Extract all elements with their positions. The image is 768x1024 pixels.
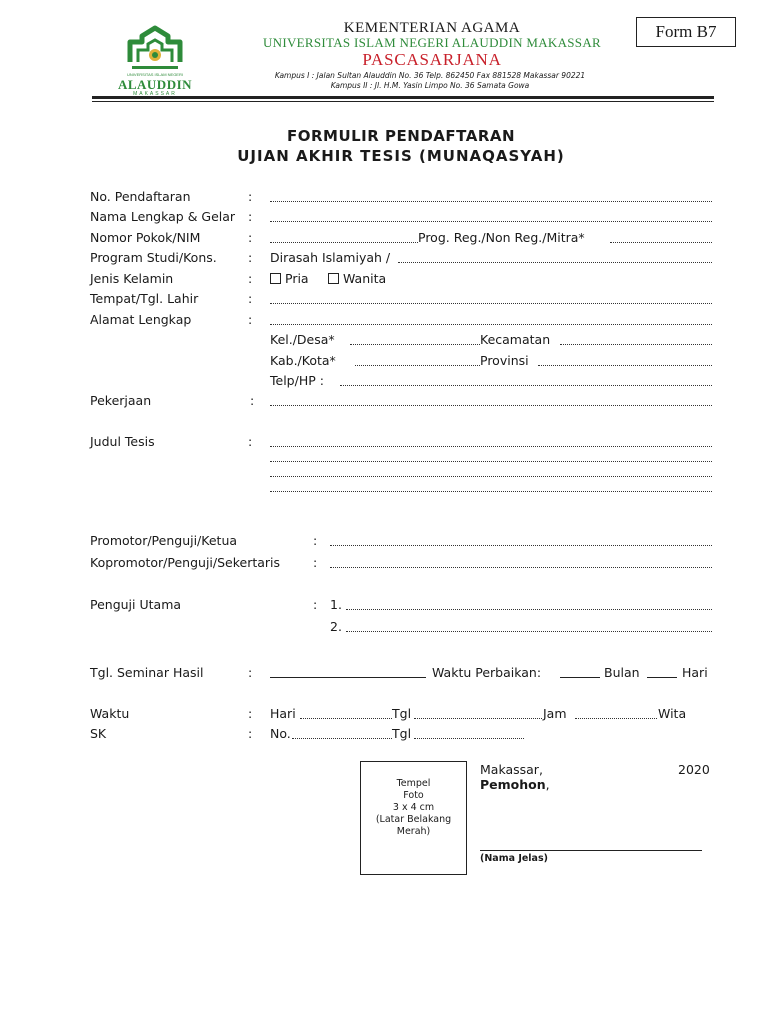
option-pria[interactable] — [270, 271, 309, 286]
colon: : — [248, 665, 253, 680]
option-wanita[interactable] — [328, 271, 386, 286]
label-bulan: Bulan — [604, 665, 640, 680]
label-tgl-seminar: Tgl. Seminar Hasil — [90, 665, 204, 680]
field-hari[interactable] — [647, 677, 677, 678]
colon: : — [250, 393, 255, 408]
label-kopromotor: Kopromotor/Penguji/Sekertaris — [90, 555, 281, 570]
colon: : — [248, 230, 253, 245]
field-no-pendaftaran[interactable] — [270, 201, 712, 202]
campus1-address: Kampus I : Jalan Sultan Alauddin No. 36 Telp. 862450 Fax 881528 Makassar 90221 — [274, 71, 586, 80]
penguji-num1: 1. — [330, 597, 342, 612]
colon: : — [248, 209, 253, 224]
field-bulan[interactable] — [560, 677, 600, 678]
colon: : — [248, 726, 253, 741]
field-waktu-hari[interactable] — [300, 718, 392, 719]
field-pekerjaan[interactable] — [270, 405, 712, 406]
form-title-line2: UJIAN AKHIR TESIS (MUNAQASYAH) — [237, 147, 565, 165]
colon: : — [248, 706, 253, 721]
label-kab-kota: Kab./Kota* — [270, 353, 336, 368]
logo-subtext: MAKASSAR — [133, 91, 177, 97]
pemohon-comma: , — [545, 777, 550, 792]
label-nama: Nama Lengkap & Gelar — [90, 209, 236, 224]
option-wanita-label: Wanita — [343, 271, 387, 286]
label-pekerjaan: Pekerjaan — [90, 393, 152, 408]
colon: : — [313, 533, 318, 548]
label-hari2: Hari — [270, 706, 296, 721]
field-waktu-tgl[interactable] — [414, 718, 542, 719]
faculty-name: PASCASARJANA — [362, 50, 502, 69]
value-dirasah: Dirasah Islamiyah / — [270, 250, 391, 265]
signature-city: Makassar, — [480, 762, 543, 777]
label-nim: Nomor Pokok/NIM — [90, 230, 201, 245]
logo-small-text: UNIVERSITAS ISLAM NEGERI — [127, 72, 183, 77]
label-waktu-perbaikan: Waktu Perbaikan: — [432, 665, 542, 680]
header-divider — [92, 96, 714, 99]
label-tgl: Tgl — [392, 706, 412, 721]
field-sk-no[interactable] — [292, 738, 392, 739]
label-no: No. — [270, 726, 291, 741]
field-judul-line2[interactable] — [270, 461, 712, 462]
colon: : — [248, 250, 253, 265]
field-provinsi[interactable] — [538, 365, 712, 366]
label-no-pendaftaran: No. Pendaftaran — [90, 189, 191, 204]
signature-pemohon — [480, 777, 550, 792]
field-judul-line1[interactable] — [270, 446, 712, 447]
label-prog-reg: Prog. Reg./Non Reg./Mitra* — [418, 230, 585, 245]
field-promotor[interactable] — [330, 545, 712, 546]
label-program-studi: Program Studi/Kons. — [90, 250, 217, 265]
penguji-num2: 2. — [330, 619, 342, 634]
field-nama[interactable] — [270, 221, 712, 222]
colon: : — [248, 189, 253, 204]
photo-line5: Merah) — [396, 826, 431, 837]
field-telp[interactable] — [340, 385, 712, 386]
signature-nama-jelas: (Nama Jelas) — [480, 853, 548, 864]
label-jam: Jam — [543, 706, 567, 721]
label-jenis-kelamin: Jenis Kelamin — [90, 271, 174, 286]
colon: : — [313, 597, 318, 612]
field-nim[interactable] — [270, 242, 418, 243]
field-tgl-seminar[interactable] — [270, 677, 426, 678]
label-penguji-utama: Penguji Utama — [90, 597, 182, 612]
form-code-badge: Form B7 — [636, 17, 736, 47]
field-konsentrasi[interactable] — [398, 262, 712, 263]
photo-box — [360, 761, 467, 875]
photo-line3: 3 x 4 cm — [392, 802, 435, 813]
checkbox-wanita[interactable] — [328, 273, 339, 284]
field-judul-line4[interactable] — [270, 491, 712, 492]
label-alamat: Alamat Lengkap — [90, 312, 192, 327]
colon: : — [248, 312, 253, 327]
label-promotor: Promotor/Penguji/Ketua — [90, 533, 238, 548]
field-prog-reg[interactable] — [610, 242, 712, 243]
signature-line[interactable] — [480, 850, 702, 851]
field-kab-kota[interactable] — [355, 365, 480, 366]
label-tgl2: Tgl — [392, 726, 412, 741]
field-alamat[interactable] — [270, 324, 712, 325]
campus2-address: Kampus II : Jl. H.M. Yasin Limpo No. 36 Samata Gowa — [330, 81, 530, 90]
ministry-name: KEMENTERIAN AGAMA — [343, 20, 521, 36]
field-tempat-lahir[interactable] — [270, 303, 712, 304]
university-logo — [112, 22, 198, 98]
checkbox-pria[interactable] — [270, 273, 281, 284]
header-divider-thin — [92, 101, 714, 102]
field-waktu-jam[interactable] — [575, 718, 657, 719]
field-judul-line3[interactable] — [270, 476, 712, 477]
label-waktu: Waktu — [90, 706, 130, 721]
pemohon-label: Pemohon — [480, 777, 546, 792]
label-hari: Hari — [682, 665, 708, 680]
label-kel-desa: Kel./Desa* — [270, 332, 335, 347]
colon: : — [248, 434, 253, 449]
label-provinsi: Provinsi — [480, 353, 529, 368]
logo-text: ALAUDDIN — [117, 77, 193, 92]
field-kecamatan[interactable] — [560, 344, 712, 345]
field-kel-desa[interactable] — [350, 344, 480, 345]
colon: : — [248, 271, 253, 286]
label-kecamatan: Kecamatan — [480, 332, 551, 347]
field-sk-tgl[interactable] — [414, 738, 524, 739]
label-wita: Wita — [658, 706, 687, 721]
photo-line1: Tempel — [396, 778, 431, 789]
field-penguji-1[interactable] — [346, 609, 712, 610]
colon: : — [313, 555, 318, 570]
photo-line2: Foto — [403, 790, 424, 801]
photo-line4: (Latar Belakang — [375, 814, 452, 825]
colon: : — [248, 291, 253, 306]
option-pria-label: Pria — [285, 271, 309, 286]
field-kopromotor[interactable] — [330, 567, 712, 568]
label-sk: SK — [90, 726, 107, 741]
field-penguji-2[interactable] — [346, 631, 712, 632]
form-title-line1: FORMULIR PENDAFTARAN — [286, 127, 516, 145]
label-judul-tesis: Judul Tesis — [90, 434, 155, 449]
signature-year: 2020 — [678, 762, 710, 777]
label-telp: Telp/HP : — [270, 373, 324, 388]
university-name: UNIVERSITAS ISLAM NEGERI ALAUDDIN MAKASSAR — [262, 35, 601, 50]
label-tempat-lahir: Tempat/Tgl. Lahir — [90, 291, 199, 306]
